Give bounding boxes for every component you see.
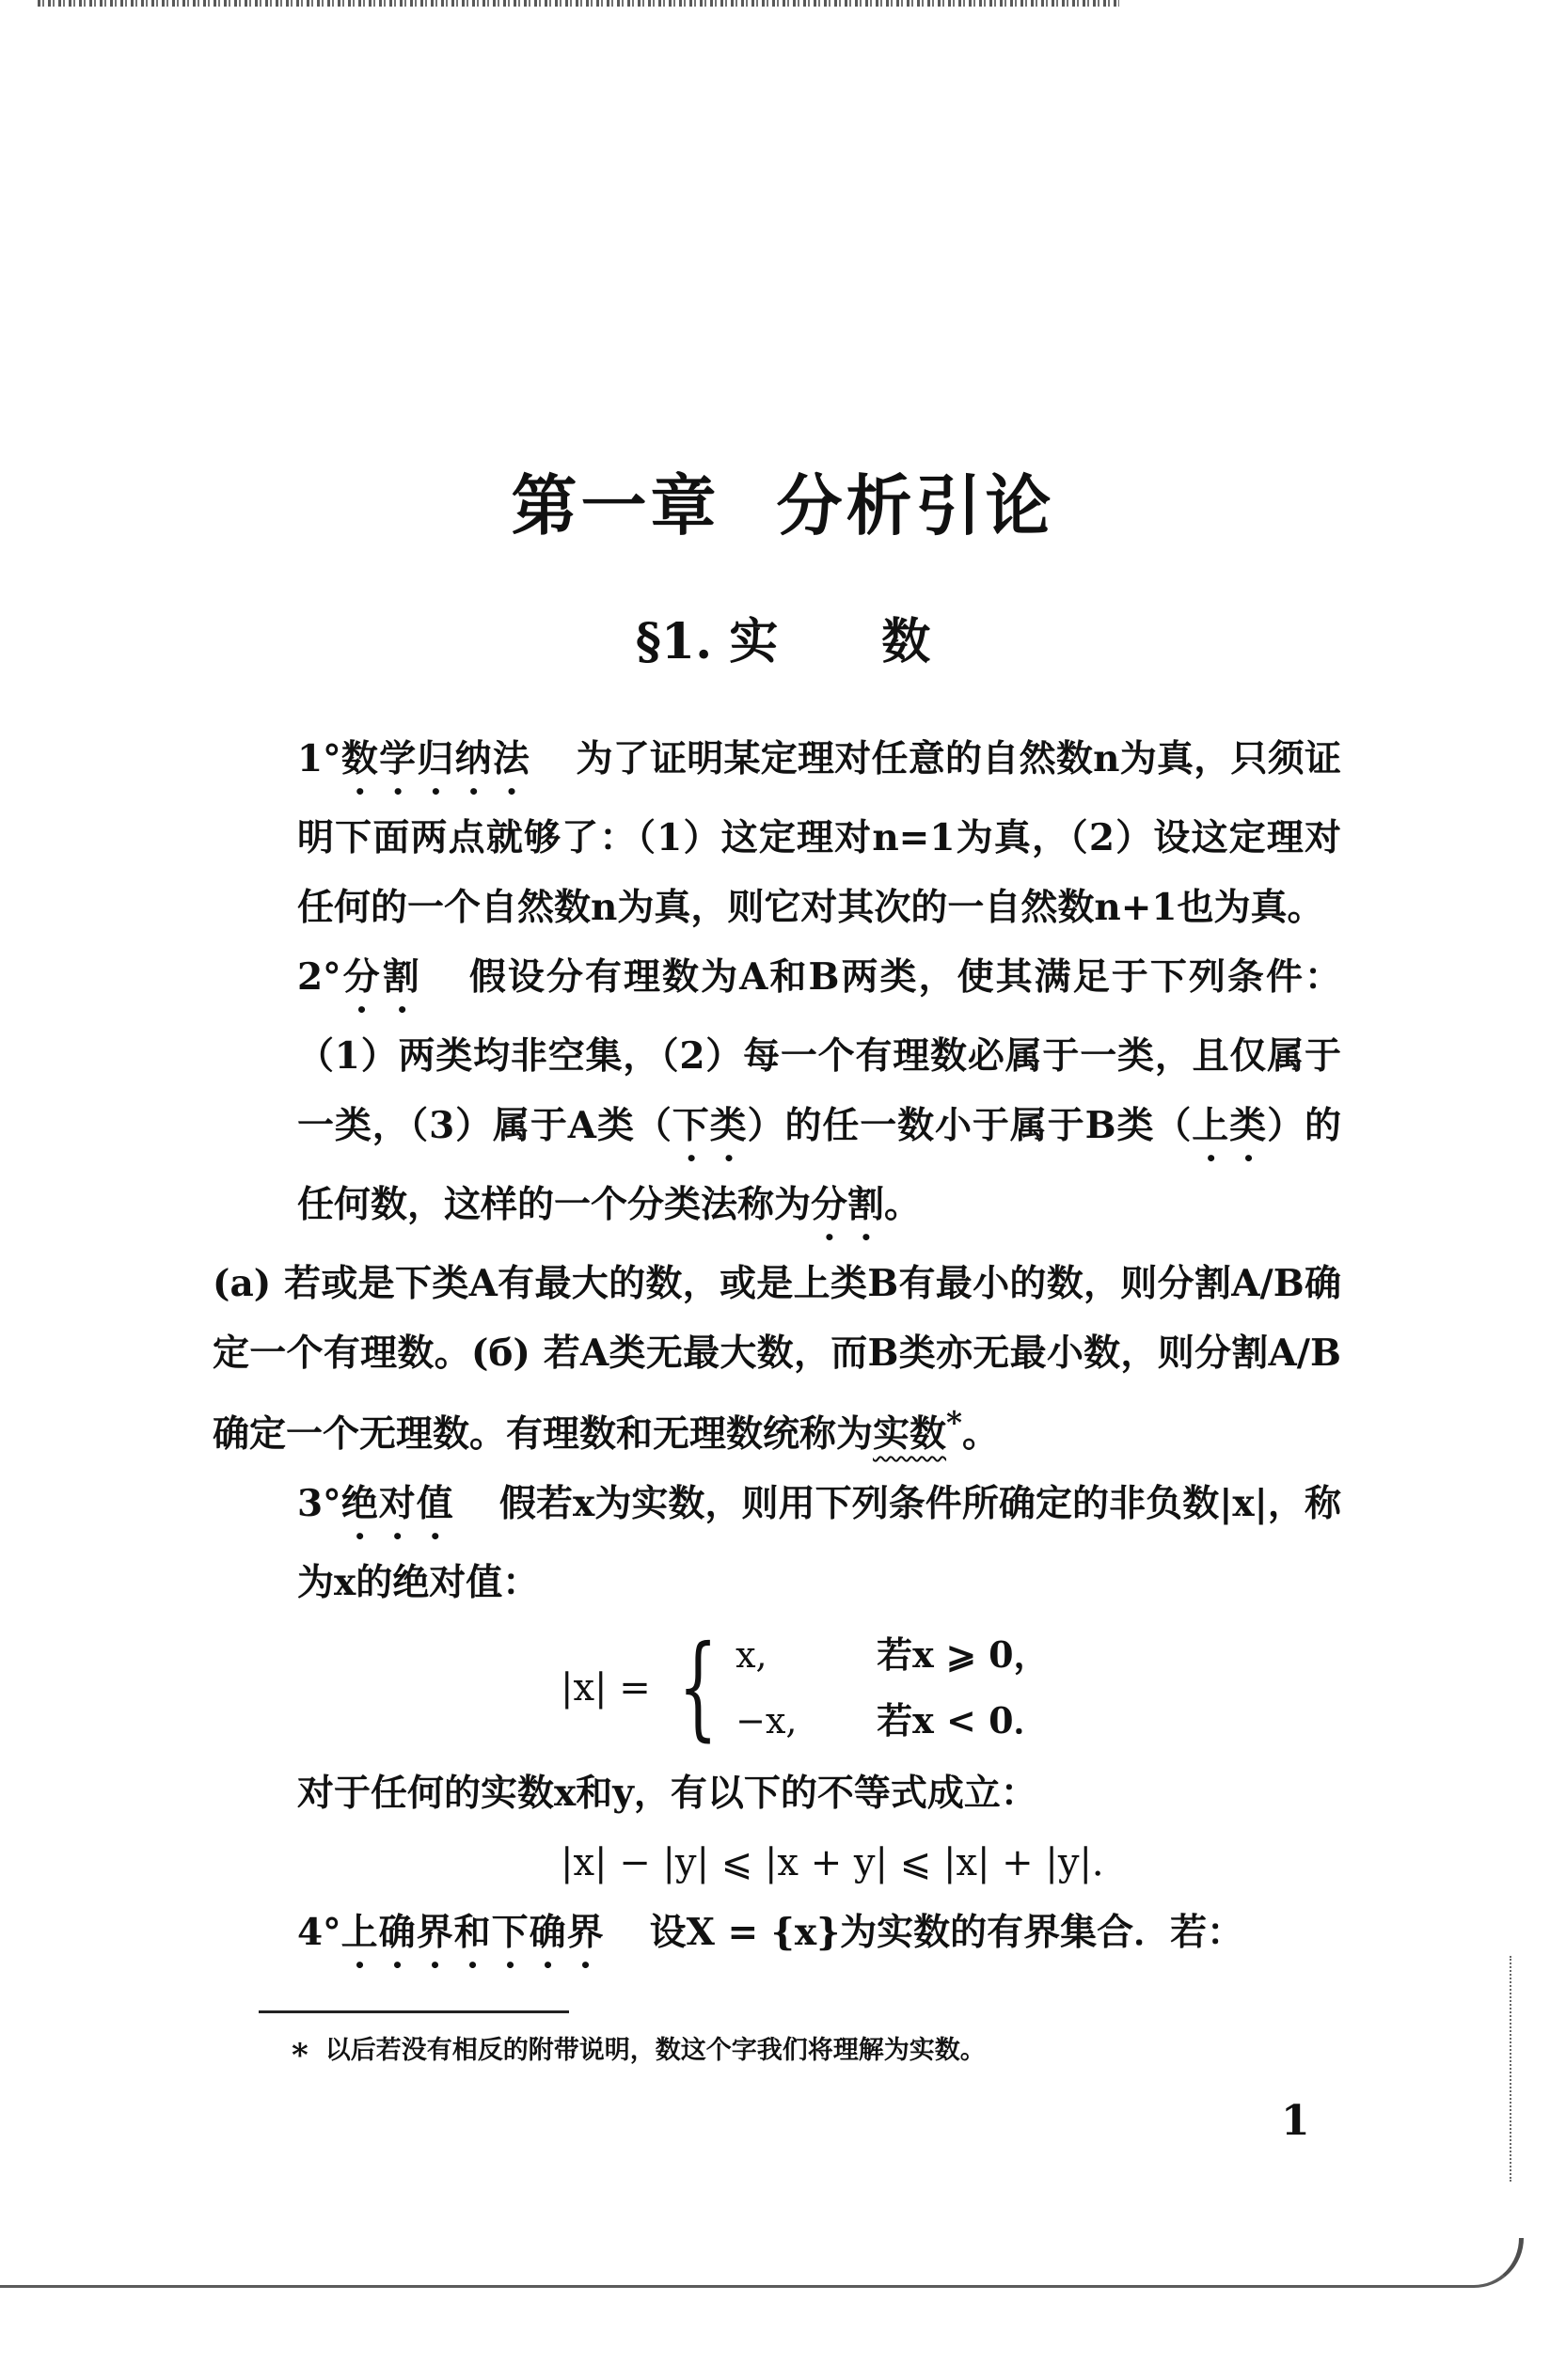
item-number: 3° [297, 1482, 341, 1525]
paragraph-text: 。 [884, 1183, 922, 1226]
paragraph-text: 假若x为实数，则用下列条件所确定的非负数|x|，称为x的绝对值： [297, 1482, 1341, 1604]
footnote [292, 2029, 986, 2074]
case-condition: 若x < 0． [877, 1699, 1050, 1742]
scan-artifact-top [38, 0, 1119, 7]
paragraph-text: 。 [962, 1412, 1000, 1456]
paragraph-cut [213, 942, 1341, 1249]
paragraph-sup-inf [213, 1898, 1341, 1977]
section-title-char: 实 [729, 613, 779, 670]
paragraph-text: ）的任何数，这样的一个分类法称为 [297, 1104, 1341, 1226]
footnote-star: * [292, 2037, 308, 2074]
body-text [213, 724, 1341, 1977]
term-lower-class: 下类 [672, 1104, 748, 1147]
page-number: 1 [1281, 2097, 1310, 2145]
paragraph-inequality-intro: 对于任何的实数x和y，有以下的不等式成立： [297, 1772, 1037, 1815]
footnote-text: 以后若没有相反的附带说明，数这个字我们将理解为实数。 [324, 2036, 986, 2065]
page-edge-bottom [0, 2238, 1524, 2288]
paragraph-text: (a) 若或是下类A有最大的数，或是上类B有最小的数，则分割A/B确定一个有理数。(б) 若A类无最大数，而B类亦无最小数，则分割A/B确定一个无理数。有理数和无理数统称为 [213, 1262, 1341, 1456]
item-number: 4° [297, 1911, 341, 1954]
item-number: 2° [297, 955, 341, 999]
term-induction: 数学归纳法 [340, 737, 531, 780]
case-condition: 若x ⩾ 0， [877, 1633, 1050, 1676]
footnote-divider [259, 2010, 569, 2013]
formula-lhs: |x| = [561, 1666, 651, 1710]
chapter-number: 第一章 [511, 466, 720, 544]
case-value: −x, [736, 1700, 798, 1742]
paragraph-induction [213, 724, 1341, 942]
paragraph-text: 为了证明某定理对任意的自然数n为真，只须证明下面两点就够了：（1）这定理对n=1为真，（2）设这定理对任何的一个自然数n为真，则它对其次的一自然数n+1也为真。 [297, 737, 1341, 929]
section-title [0, 602, 1566, 672]
paragraph-cut-cases [213, 1249, 1341, 1469]
triangle-inequality: |x| − |y| ⩽ |x + y| ⩽ |x| + |y|． [561, 1841, 1130, 1884]
footnote-mark: * [946, 1404, 963, 1441]
brace-symbol: { [677, 1622, 718, 1753]
term-cut-definition: 分割 [811, 1183, 885, 1226]
item-number: 1° [297, 737, 341, 780]
section-title-char: 数 [881, 613, 931, 670]
formula-case [736, 1622, 1049, 1688]
formula-cases [736, 1622, 1049, 1754]
page-edge-right [1510, 1956, 1513, 2182]
term-upper-class: 上类 [1192, 1104, 1268, 1147]
term-real-number: 实数 [873, 1412, 947, 1456]
paragraph-text: 设X = {x}为实数的有界集合．若： [649, 1911, 1244, 1954]
term-absolute-value: 绝对值 [340, 1482, 454, 1525]
section-number: §1. [635, 613, 713, 670]
chapter-title [0, 453, 1566, 548]
term-cut: 分割 [340, 955, 422, 999]
paragraph-text: ）的任一数小于属于B类（ [747, 1104, 1193, 1147]
formula-case [736, 1688, 1049, 1754]
case-value: x, [736, 1634, 767, 1676]
paragraph-absolute-value [213, 1469, 1341, 1617]
chapter-name: 分析引论 [776, 466, 1055, 544]
absolute-value-formula [561, 1617, 1341, 1758]
paragraph-text: 假设分有理数为A和B两类，使其满足于下列条件：（1）两类均非空集，（2）每一个有理数必属于一类，且仅属于一类，（3）属于A类（ [297, 955, 1341, 1147]
term-sup-inf: 上确界和下确界 [340, 1911, 605, 1954]
